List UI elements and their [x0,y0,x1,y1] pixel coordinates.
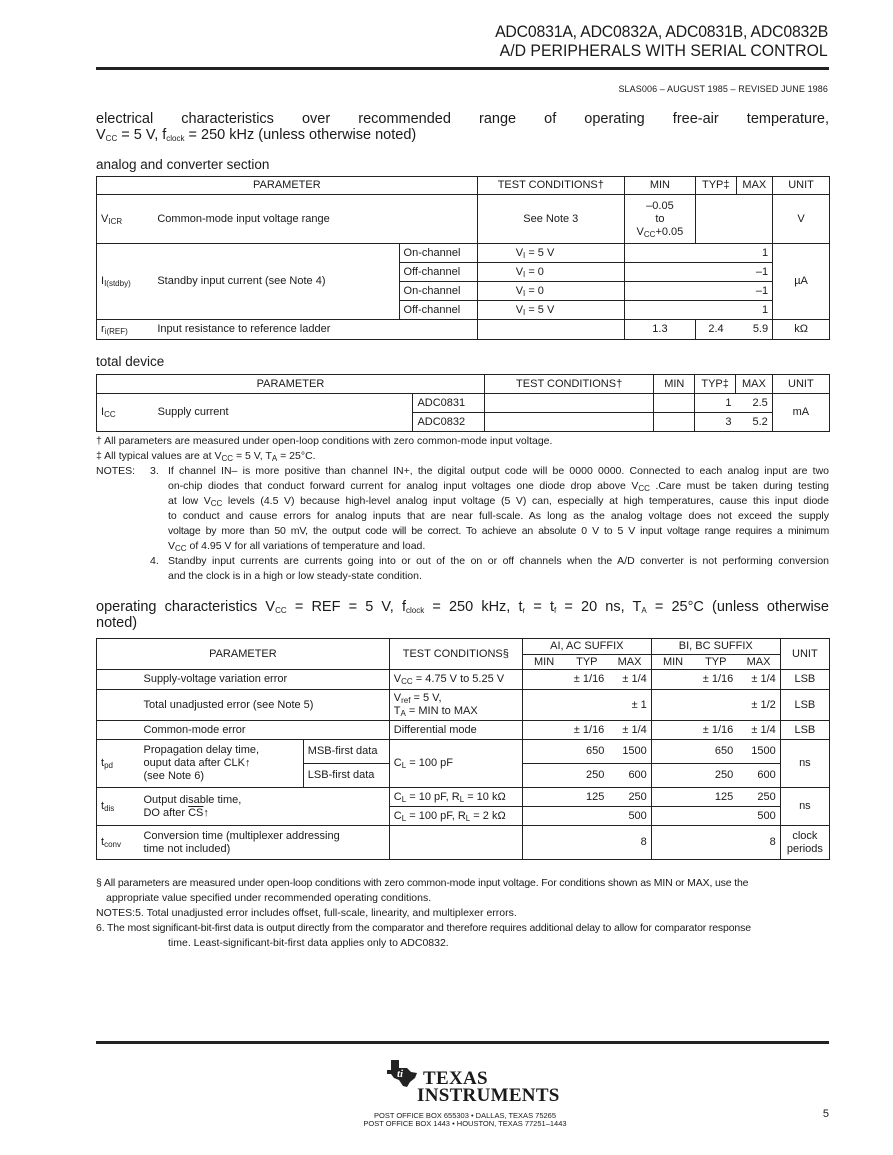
unit-tconv: clock periods [780,826,829,860]
col-min: MIN [654,375,695,394]
bi-typ: 250 [694,764,737,788]
bi-max: 600 [737,764,780,788]
ai-max: 8 [522,826,651,860]
ai-typ: 650 [565,740,608,764]
table-row [97,690,830,721]
unit-tpd: ns [780,740,829,788]
channel-label: On-channel [399,282,477,301]
channel-label: Off-channel [399,301,477,320]
unit-vicr: V [773,195,830,244]
unit-riref: kΩ [773,320,830,340]
table-row [97,788,830,807]
footnote-section-cont: appropriate value specified under recommended operating conditions. [106,892,432,904]
footer-address: POST OFFICE BOX 655303 • DALLAS, TEXAS 75265 POST OFFICE BOX 1443 • HOUSTON, TEXAS 77251–1443 [363,1111,567,1128]
col-ai-typ: TYP [565,655,608,670]
footnote-dagger: † All parameters are measured under open-loop conditions with zero common-mode input voltage. [96,435,553,447]
desc-vicr: Common-mode input voltage range [153,195,477,244]
desc-tconv: Conversion time (multiplexer addressing time not included) [139,826,389,860]
unit-istdby: µA [773,244,830,320]
bi-typ: ± 1/16 [694,670,737,690]
doc-title-line2: A/D PERIPHERALS WITH SERIAL CONTROL [500,41,828,60]
channel-label: On-channel [399,244,477,263]
footnotes-block [96,434,829,584]
svg-text:ti: ti [397,1068,404,1080]
note-3: NOTES: 3. If channel IN– is more positive than channel IN+, the digital output code will be 0000 0000. Connected to each analog input are two on-chip diodes that conduct forward current for analog input voltages one diode drop above $V_{CC}$ .Care must be taken during testing at low $V_{CC}$ levels (4.5 V) because high-level analog input voltage (5 V) can, especially at high temperatures, cause this input diode to conduct and cause errors for analog inputs that are near full-scale. As long as the analog voltage does not exceed the supply voltage by more than 50 mV, the output code will be correct. To achieve an absolute 0 V to 5 V input voltage range requires a minimum $V_{CC}$ of 4.95 V for all variations of temperature and load. [96,465,830,553]
bi-max: 250 [737,788,780,807]
table-row: Off-channel $V_I = 5$ V 1 [97,301,830,320]
ai-typ: 250 [565,764,608,788]
desc-tpd: Propagation delay time, ouput data after CLK↑ (see Note 6) [139,740,303,788]
total-device-title: total device [96,354,165,369]
footnote-section: § All parameters are measured under open-loop conditions with zero common-mode input voltage. For conditions shown as MIN or MAX, use the [96,877,749,889]
page-number: 5 [822,1108,829,1120]
max-value: –1 [624,263,772,282]
ai-max: ± 1 [522,690,651,721]
header-rule [96,67,829,70]
max-value: 5.2 [736,413,773,432]
typ-value: 3 [695,413,736,432]
ti-logo-text1: TEXAS [423,1068,488,1089]
symbol-riref: $r_{i(REF)}$ [97,320,154,340]
bi-max: 1500 [737,740,780,764]
col-test: TEST CONDITIONS§ [389,639,522,670]
test-cme: Differential mode [389,721,522,740]
total-device-table [96,374,830,432]
ai-typ: ± 1/16 [565,670,608,690]
footer-rule [96,1041,829,1044]
col-min: MIN [624,177,695,195]
desc-riref: Input resistance to reference ladder [153,320,477,340]
ai-max: 250 [608,788,651,807]
col-ai-suffix: AI, AC SUFFIX [522,639,651,655]
desc-tdis: Output disable time, DO after $\overline{CS}↑$ [139,788,389,826]
col-parameter: PARAMETER [97,639,390,670]
col-typ: TYP‡ [695,177,736,195]
symbol-istdby: $I_{I(stdby)}$ [97,244,154,320]
desc-istdby: Standby input current (see Note 4) [153,244,399,320]
test-tdis: $C_L = 100$ pF, $R_L = 2$ kΩ [389,807,522,826]
table-row [97,826,830,860]
ai-max: ± 1/4 [608,670,651,690]
max-riref: 5.9 [736,320,773,340]
desc-supply: Supply-voltage variation error [139,670,389,690]
bi-typ: 125 [694,788,737,807]
texas-state-icon [385,1058,419,1088]
ti-logo-text2: INSTRUMENTS [417,1085,560,1106]
test-vicr: See Note 3 [477,195,624,244]
min-riref: 1.3 [624,320,695,340]
max-value: 1 [624,301,772,320]
bi-max: ± 1/4 [737,721,780,740]
symbol-vicr: $V_{ICR}$ [97,195,154,244]
table-row [97,721,830,740]
bi-typ: ± 1/16 [694,721,737,740]
col-ai-min: MIN [522,655,565,670]
doc-title-line1: ADC0831A, ADC0832A, ADC0831B, ADC0832B [494,22,828,41]
bi-max: 8 [651,826,780,860]
col-bi-max: MAX [737,655,780,670]
col-parameter: PARAMETER [97,375,485,394]
min-vicr: –0.05 to $V_{CC}+0.05$ [624,195,695,244]
col-unit: UNIT [780,639,829,670]
symbol-tpd: $t_{pd}$ [97,740,140,788]
note-6: 6. The most significant-bit-first data is output directly from the comparator and therefore requires additional delay to allow for comparator response [96,922,751,934]
desc-icc: Supply current [154,394,413,432]
col-bi-min: MIN [651,655,694,670]
col-unit: UNIT [772,375,829,394]
ai-max: 600 [608,764,651,788]
table-row [97,394,830,413]
device-label: ADC0832 [413,413,484,432]
bi-typ: 650 [694,740,737,764]
desc-tue: Total unadjusted error (see Note 5) [139,690,389,721]
table-row [97,740,830,764]
analog-table [96,176,830,340]
note-5: NOTES:5. Total unadjusted error includes offset, full-scale, linearity, and multiplexer errors. [96,907,517,919]
test-tdis: $C_L = 10$ pF, $R_L = 10$ kΩ [389,788,522,807]
operating-table [96,638,830,860]
symbol-tconv: $t_{conv}$ [97,826,140,860]
table-row [97,670,830,690]
table-row [97,320,830,340]
bi-typ [694,807,737,826]
doc-id: SLAS006 – AUGUST 1985 – REVISED JUNE 1986 [618,84,828,94]
symbol-tdis: $t_{dis}$ [97,788,140,826]
col-unit: UNIT [773,177,830,195]
ai-typ: ± 1/16 [565,721,608,740]
note-6-cont: time. Least-significant-bit-first data applies only to ADC0832. [168,937,449,949]
ai-typ: 125 [565,788,608,807]
ai-max: 1500 [608,740,651,764]
max-value: 2.5 [736,394,773,413]
operating-notes [96,876,829,951]
mode-label: MSB-first data [303,740,389,764]
unit-tdis: ns [780,788,829,826]
mode-label: LSB-first data [303,764,389,788]
table-row: On-channel $V_I = 0$ –1 [97,282,830,301]
unit-cme: LSB [780,721,829,740]
table-row: $I_{I(stdby)}$ Standby input current (see Note 4) On-channel $V_I = 5$ V 1 µA [97,244,830,263]
col-bi-typ: TYP [694,655,737,670]
max-value: 1 [624,244,772,263]
col-test: TEST CONDITIONS† [477,177,624,195]
col-bi-suffix: BI, BC SUFFIX [651,639,780,655]
electrical-heading-line2: $V_{CC} = 5$ V, $f_{clock} = 250$ kHz (unless otherwise noted) [96,127,417,143]
device-label: ADC0831 [413,394,484,413]
test-tue: $V_{ref} = 5$ V, $T_A$ = MIN to MAX [389,690,522,721]
max-value: –1 [624,282,772,301]
bi-max: ± 1/4 [737,670,780,690]
unit-icc: mA [772,394,829,432]
col-parameter: PARAMETER [97,177,478,195]
bi-max: 500 [737,807,780,826]
operating-heading-line2: noted) [96,615,138,631]
ai-max: 500 [608,807,651,826]
test-supply: $V_{CC} = 4.75$ V to 5.25 V [389,670,522,690]
footnote-ddagger: ‡ All typical values are at $V_{CC} = 5$ V, $T_A = 25^\circ C$. [96,450,316,463]
col-max: MAX [736,375,773,394]
note-4: 4. Standby input currents are currents going into or out of the on or off channels when the A/D converter is not performing conversion and the clock is in a high or low steady-state condition. [150,555,829,582]
test-tpd: $C_L = 100$ pF [389,740,522,788]
col-test: TEST CONDITIONS† [484,375,653,394]
col-ai-max: MAX [608,655,651,670]
analog-section-title: analog and converter section [96,157,270,172]
symbol-icc: $I_{CC}$ [97,394,154,432]
table-row [97,195,830,244]
desc-cme: Common-mode error [139,721,389,740]
channel-label: Off-channel [399,263,477,282]
unit-supply: LSB [780,670,829,690]
col-max: MAX [736,177,773,195]
unit-tue: LSB [780,690,829,721]
electrical-heading-line1: electrical characteristics over recommended range of operating free-air temperature, [96,111,829,127]
ai-typ [565,807,608,826]
typ-riref: 2.4 [695,320,736,340]
operating-heading-line1: operating characteristics $V_{CC}$ = REF = 5 V, $f_{clock} = 250$ kHz, $t_r = t_f = 20$ ns, $T_A = 25^\circ C$ (unless otherwise [96,599,829,615]
table-row: Off-channel $V_I = 0$ –1 [97,263,830,282]
ai-max: ± 1/4 [608,721,651,740]
typ-value: 1 [695,394,736,413]
col-typ: TYP‡ [695,375,736,394]
bi-max: ± 1/2 [651,690,780,721]
